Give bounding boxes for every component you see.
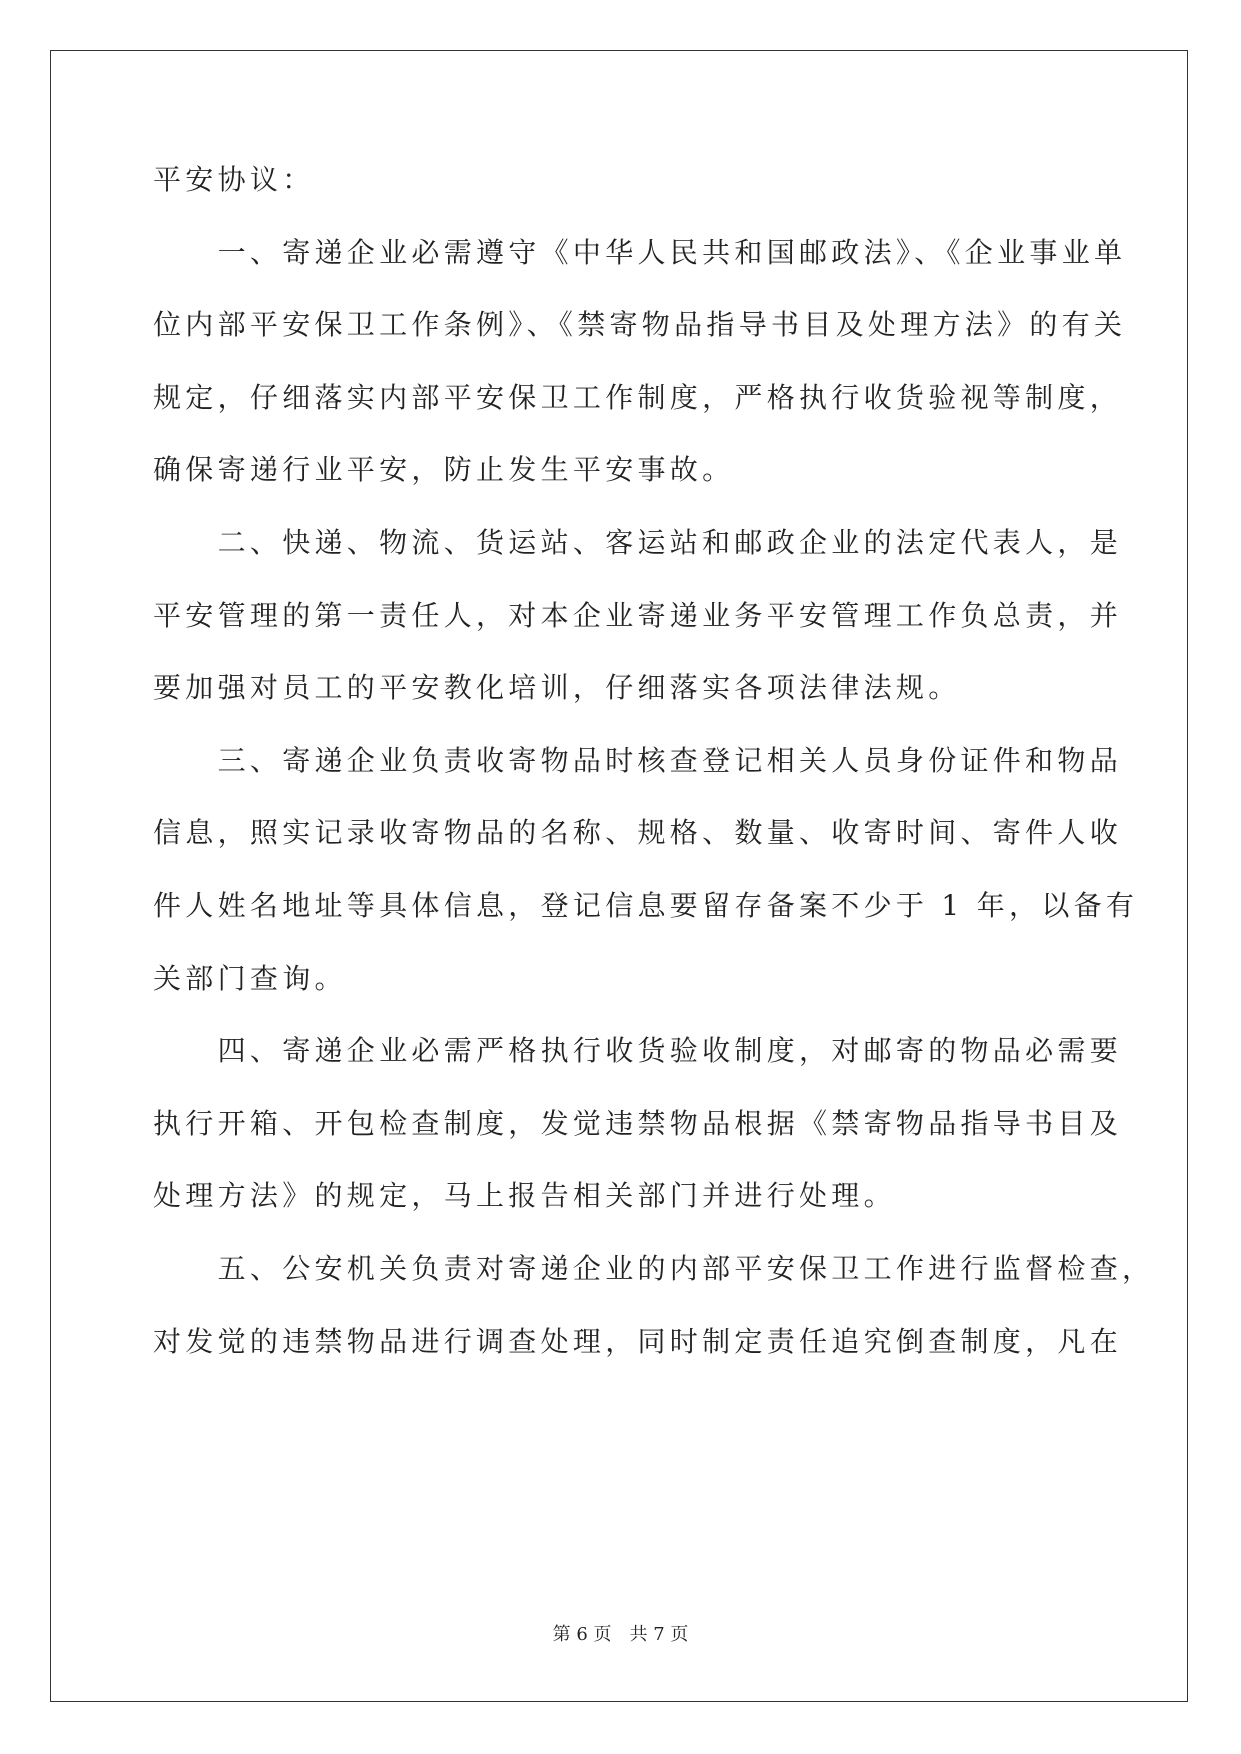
text-line: 件人姓名地址等具体信息，登记信息要留存备案不少于 1 年，以备有 [153,889,1139,922]
text-line: 二、快递、物流、货运站、客运站和邮政企业的法定代表人，是 [153,526,1123,559]
text-line: 确保寄递行业平安，防止发生平安事故。 [153,453,735,486]
text-line: 平安管理的第一责任人，对本企业寄递业务平安管理工作负总责，并 [153,599,1123,632]
text-line: 处理方法》的规定，马上报告相关部门并进行处理。 [153,1179,896,1212]
page-footer [0,1620,1241,1646]
text-line: 对发觉的违禁物品进行调查处理，同时制定责任追究倒查制度，凡在 [153,1325,1123,1358]
text-line: 五、公安机关负责对寄递企业的内部平安保卫工作进行监督检查， [153,1252,1155,1285]
text-line: 位内部平安保卫工作条例》、《禁寄物品指导书目及处理方法》的有关 [153,308,1127,341]
text-line: 关部门查询。 [153,962,347,995]
text-line: 平安协议： [153,163,315,196]
text-line: 四、寄递企业必需严格执行收货验收制度，对邮寄的物品必需要 [153,1034,1123,1067]
text-line: 执行开箱、开包检查制度，发觉违禁物品根据《禁寄物品指导书目及 [153,1107,1123,1140]
text-line: 三、寄递企业负责收寄物品时核查登记相关人员身份证件和物品 [153,744,1123,777]
text-line: 要加强对员工的平安教化培训，仔细落实各项法律法规。 [153,671,961,704]
current-page-number: 第 6 页 [552,1624,612,1645]
total-pages: 共 7 页 [629,1624,689,1645]
page-border [50,50,1188,1702]
text-line: 信息，照实记录收寄物品的名称、规格、数量、收寄时间、寄件人收 [153,816,1123,849]
text-line: 一、寄递企业必需遵守《中华人民共和国邮政法》、《企业事业单 [153,236,1127,269]
text-line: 规定，仔细落实内部平安保卫工作制度，严格执行收货验视等制度， [153,381,1123,414]
